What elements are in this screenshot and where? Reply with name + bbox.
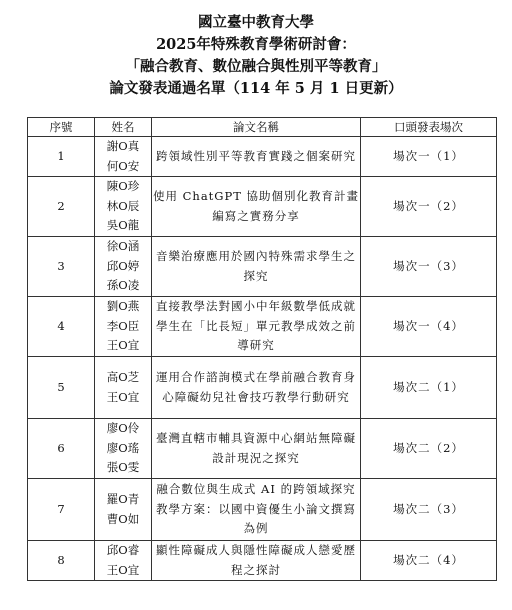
author-name: 邱O婷 <box>106 258 140 273</box>
row-number: 1 <box>28 137 95 177</box>
author-names <box>95 177 152 237</box>
presentation-session: 場次二（1） <box>361 357 497 419</box>
author-names <box>95 541 152 581</box>
author-name: 羅O青 <box>106 492 140 506</box>
paper-title: 使用 ChatGPT 協助個別化教育計畫編寫之實務分享 <box>152 177 361 237</box>
table-row <box>28 357 497 419</box>
author-name: 何O安 <box>106 158 140 173</box>
author-name: 劉O燕 <box>106 299 140 314</box>
table-row <box>28 237 497 297</box>
presentation-session: 場次一（2） <box>361 177 497 237</box>
table-row <box>28 541 497 581</box>
author-names <box>95 237 152 297</box>
paper-title: 融合數位與生成式 AI 的跨領域探究教學方案：以國中資優生小論文撰寫為例 <box>152 479 361 541</box>
author-name: 謝O真 <box>106 139 140 153</box>
author-name: 孫O凌 <box>106 278 140 293</box>
author-name: 廖O伶 <box>106 421 140 436</box>
column-header-number: 序號 <box>28 118 95 137</box>
paper-title: 臺灣直轄市輔具資源中心網站無障礙設計現況之探究 <box>152 419 361 479</box>
author-name: 王O宜 <box>106 338 140 353</box>
column-header-name: 姓名 <box>95 118 152 137</box>
paper-title: 顯性障礙成人與隱性障礙成人戀愛歷程之探討 <box>152 541 361 581</box>
presentation-session: 場次一（4） <box>361 297 497 357</box>
university-name: 國立臺中教育大學 <box>198 14 314 31</box>
author-names <box>95 419 152 479</box>
author-names <box>95 479 152 541</box>
author-name: 陳O珍 <box>106 179 140 194</box>
row-number: 3 <box>28 237 95 297</box>
row-number: 7 <box>28 479 95 541</box>
table-row <box>28 479 497 541</box>
row-number: 8 <box>28 541 95 581</box>
presentation-session: 場次二（3） <box>361 479 497 541</box>
author-name: 王O宜 <box>106 389 140 404</box>
row-number: 6 <box>28 419 95 479</box>
author-name: 李O臣 <box>106 318 140 333</box>
table-row <box>28 297 497 357</box>
author-name: 吳O龍 <box>106 218 140 233</box>
author-name: 廖O瑤 <box>106 440 140 455</box>
conference-name: 2025年特殊教育學術研討會： <box>156 36 356 53</box>
list-title: 論文發表通過名單（114 年 5 月 1 日更新） <box>109 80 403 97</box>
paper-title: 跨領域性別平等教育實踐之個案研究 <box>152 137 361 177</box>
presentation-session: 場次一（1） <box>361 137 497 177</box>
author-name: 王O宜 <box>106 562 140 577</box>
paper-title: 音樂治療應用於國內特殊需求學生之探究 <box>152 237 361 297</box>
row-number: 4 <box>28 297 95 357</box>
row-number: 5 <box>28 357 95 419</box>
table-row <box>28 177 497 237</box>
table-body <box>28 137 497 581</box>
paper-title: 直接教學法對國小中年級數學低成就學生在「比長短」單元教學成效之前導研究 <box>152 297 361 357</box>
paper-title: 運用合作諮詢模式在學前融合教育身心障礙幼兒社會技巧教學行動研究 <box>152 357 361 419</box>
column-header-session: 口頭發表場次 <box>361 118 497 137</box>
conference-theme: 「融合教育、數位融合與性別平等教育」 <box>125 58 387 75</box>
author-name: 曹O如 <box>106 511 140 526</box>
document-header <box>0 0 512 100</box>
row-number: 2 <box>28 177 95 237</box>
author-name: 高O芝 <box>106 370 140 384</box>
table-header-row <box>28 118 497 137</box>
accepted-papers-table <box>27 117 497 581</box>
presentation-session: 場次一（3） <box>361 237 497 297</box>
author-names <box>95 357 152 419</box>
author-names <box>95 137 152 177</box>
table-row <box>28 419 497 479</box>
presentation-session: 場次二（4） <box>361 541 497 581</box>
presentation-session: 場次二（2） <box>361 419 497 479</box>
column-header-paper-title: 論文名稱 <box>152 118 361 137</box>
author-name: 張O雯 <box>106 460 140 475</box>
author-names <box>95 297 152 357</box>
table-row <box>28 137 497 177</box>
author-name: 邱O睿 <box>106 543 140 557</box>
author-name: 徐O涵 <box>106 239 140 254</box>
author-name: 林O辰 <box>106 198 140 213</box>
